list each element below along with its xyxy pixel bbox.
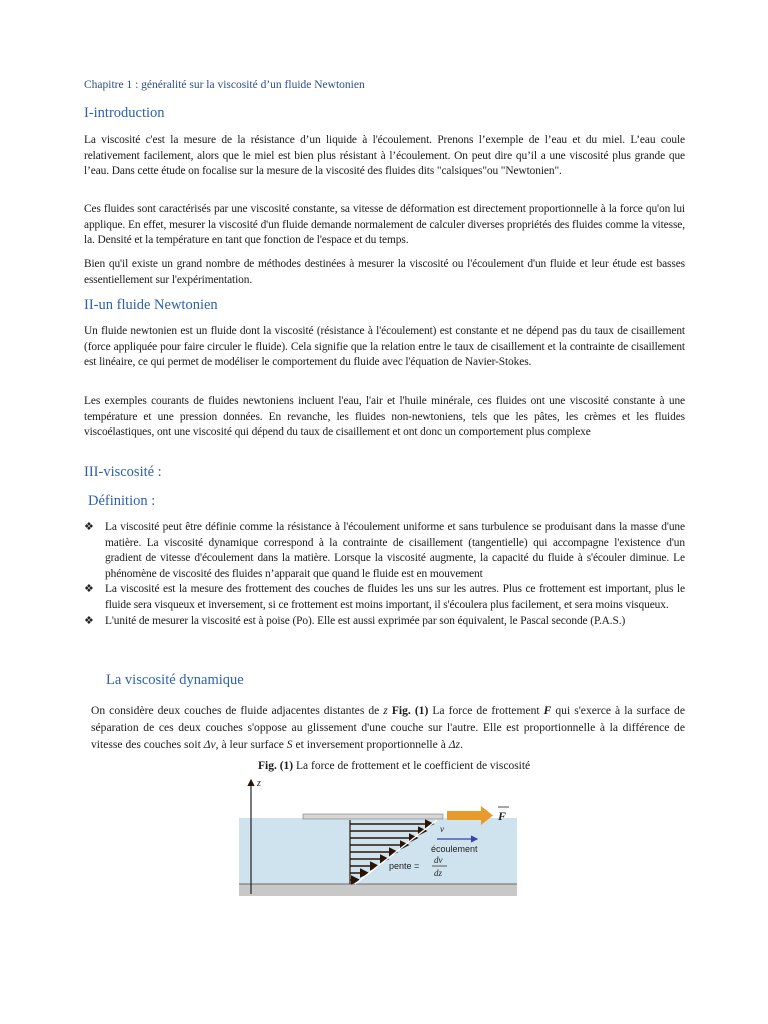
paragraph-intro-2: Ces fluides sont caractérisés par une viscosité constante, sa vitesse de déformation est directement proportionnelle à la force qu'on lui applique. En effet, mesurer la viscosité d'un fluide demande normalement de calculer diverses propriétés des fluides comme la vitesse, la. Densité et la température en tant que fonction de l'espace et du temps. xyxy=(84,203,685,247)
force-label: F xyxy=(498,809,507,823)
diamond-bullet-icon: ❖ xyxy=(84,583,94,596)
chapter-title: Chapitre 1 : généralité sur la viscosité d’un fluide Newtonien xyxy=(84,79,365,91)
list-item: ❖ L'unité de mesurer la viscosité est à poise (Po). Elle est aussi exprimée par son équivalent, le Pascal seconde (P.A.S.) xyxy=(84,614,685,630)
heading-viscosity: III-viscosité : xyxy=(84,464,162,480)
heading-definition: Définition : xyxy=(88,493,156,509)
top-plate xyxy=(303,814,443,819)
paragraph-intro-3: Bien qu'il existe un grand nombre de méthodes destinées à mesurer la viscosité ou l'écoulement d'un fluide et leur étude est basses essentiellement sur l'expérimentation. xyxy=(84,258,685,286)
viscosity-figure xyxy=(237,776,519,896)
z-axis-label: z xyxy=(257,778,261,789)
velocity-label: v xyxy=(440,824,444,834)
paragraph-newtonian-1: Un fluide newtonien est un fluide dont la viscosité (résistance à l'écoulement) est constante et ne dépend pas du taux de cisaillement (force appliquée pour faire circuler le fluide). Cela signifie que la relation entre le taux de cisaillement et la contrainte de cisaillement est linéaire, ce qui permet de modéliser le comportement du fluide avec l'équation de Navier-Stokes. xyxy=(84,325,685,369)
slope-denominator: dz xyxy=(434,868,443,878)
bottom-plate xyxy=(239,884,517,896)
paragraph-dynamic-viscosity: On considère deux couches de fluide adjacentes distantes de z Fig. (1) La force de frottement F qui s'exerce à la surface de séparation de ces deux couches s'oppose au glissement d'une couche sur l'autre. Elle est proportionnelle à la différence de vitesse des couches soit Δv, à leur surface S et inversement proportionnelle à Δz. xyxy=(91,704,685,751)
diamond-bullet-icon: ❖ xyxy=(84,521,94,533)
slope-label: pente = xyxy=(389,861,420,871)
slope-numerator: dv xyxy=(434,855,443,865)
list-item: ❖ La viscosité est la mesure des frottement des couches de fluides les uns sur les autres. Plus ce frottement est important, plus le fluide sera visqueux et inversement, si ce frottement est moins important, il s'écoulera plus facilement, et sera moins visqueux. xyxy=(84,583,685,611)
paragraph-intro-1: La viscosité c'est la mesure de la résistance d’un liquide à l'écoulement. Prenons l’exemple de l’eau et du miel. L’eau coule relativement facilement, alors que le miel est bien plus résistant à l’écoulement. On peut dire qu’il a une viscosité plus grande que l’eau. Dans cette étude on focalise sur la mesure de la viscosité des fluides dits "calsiques"ou "Newtonien". xyxy=(84,134,685,178)
figure-caption: Fig. (1) La force de frottement et le coefficient de viscosité xyxy=(258,760,531,772)
force-arrow xyxy=(447,811,481,820)
heading-dynamic-viscosity: La viscosité dynamique xyxy=(106,672,244,688)
heading-introduction: I-introduction xyxy=(84,105,165,121)
paragraph-newtonian-2: Les exemples courants de fluides newtoniens incluent l'eau, l'air et l'huile minérale, ces fluides ont une viscosité constante à une température et une pression données. En revanche, les fluides non-newtoniens, tels que les pâtes, les crèmes et les fluides viscoélastiques, ont une viscosité qui dépend du taux de cisaillement et ont donc un comportement plus complexe xyxy=(84,395,685,439)
list-item: ❖ La viscosité peut être définie comme la résistance à l'écoulement uniforme et sans turbulence se produisant dans la masse d'une matière. La viscosité dynamique correspond à la contrainte de cisaillement (tangentielle) qui accompagne l'existence d'un gradient de vitesse d'écoulement dans la matière. Lorsque la viscosité augmente, la capacité du fluide à s'écouler diminue. Le phénomène de viscosité des fluides n’apparait que quand le fluide est en mouvement xyxy=(84,521,685,580)
diamond-bullet-icon: ❖ xyxy=(84,614,94,627)
definition-bullet-list xyxy=(84,520,685,629)
flow-label: écoulement xyxy=(431,844,478,854)
heading-newtonian-fluid: II-un fluide Newtonien xyxy=(84,297,218,313)
